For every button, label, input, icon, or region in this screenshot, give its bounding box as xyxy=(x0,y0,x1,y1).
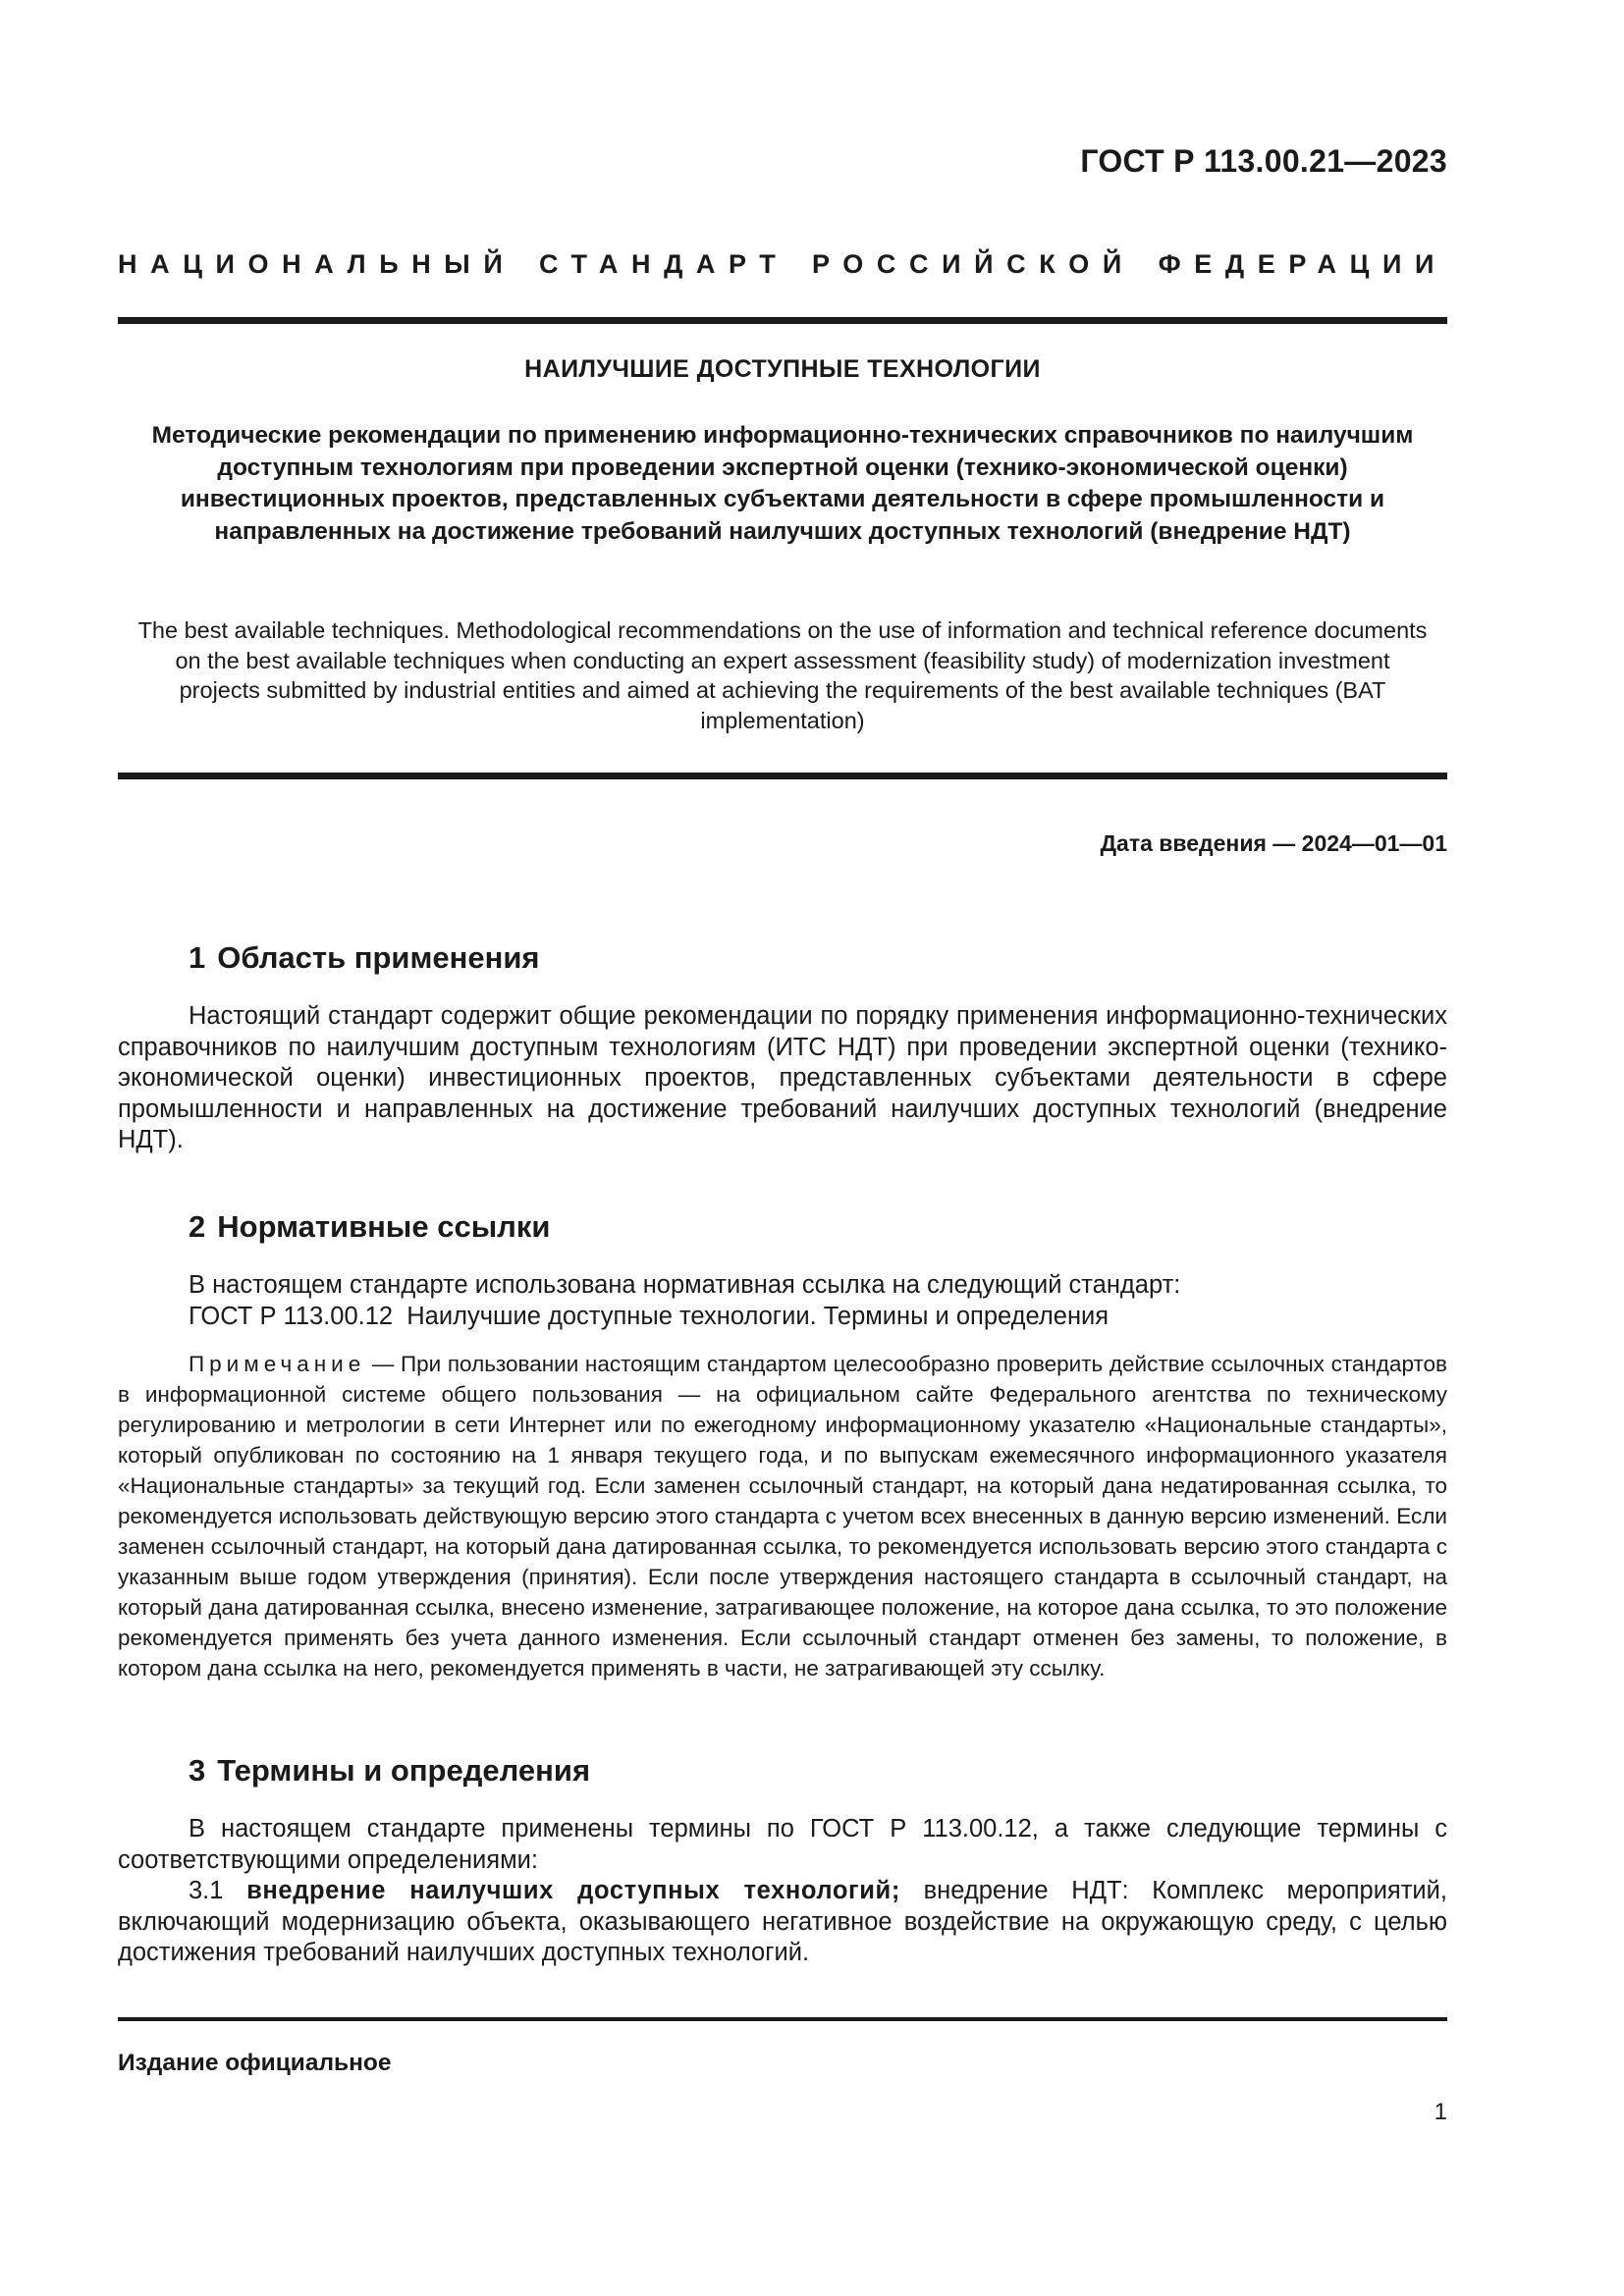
title-divider xyxy=(118,773,1447,779)
section-1-title: Область применения xyxy=(217,940,540,975)
top-divider xyxy=(118,317,1447,324)
standard-designation: ГОСТ Р 113.00.21—2023 xyxy=(1080,143,1447,179)
section-2-note xyxy=(118,1349,1447,1683)
term-number: 3.1 xyxy=(189,1877,247,1904)
official-edition-label: Издание официальное xyxy=(118,2050,392,2076)
section-1-heading xyxy=(189,940,540,976)
normative-reference: ГОСТ Р 113.00.12 Наилучшие доступные технологии. Термины и определения xyxy=(189,1303,1110,1330)
english-title: The best available techniques. Methodological recommendations on the use of information and technical reference documents on the best available techniques when conducting an expert assessment (feasibility study) of modernization investment projects submitted by industrial entities and aimed at achieving the requirements of the best available techniques (BAT implementation) xyxy=(137,617,1428,733)
section-2-title: Нормативные ссылки xyxy=(217,1209,551,1244)
document-title: НАИЛУЧШИЕ ДОСТУПНЫЕ ТЕХНОЛОГИИ xyxy=(524,355,1041,383)
document-subtitle: Методические рекомендации по применению информационно-технических справочников по наилучшим доступным технологиям при проведении экспертной оценки (технико-экономической оценки) инвестиционных проектов, представленных субъектами деятельности в сфере промышленности и направленных на достижение требований наилучших доступных технологий (внедрение НДТ) xyxy=(151,422,1414,545)
note-text: — При пользовании настоящим стандартом целесообразно проверить действие ссылочных стандартов в информационной системе общего пользования — на официальном сайте Федерального агентства по техническому регулированию и метрологии в сети Интернет или по ежегодному информационному указателю «Национальные стандарты», который опубликован по состоянию на 1 января текущего года, и по выпускам ежемесячного информационного указателя «Национальные стандарты» за текущий год. Если заменен ссылочный стандарт, на который дана недатированная ссылка, то рекомендуется использовать действующую версию этого стандарта с учетом всех внесенных в данную версию изменений. Если заменен ссылочный стандарт, на который дана датированная ссылка, то рекомендуется использовать версию этого стандарта с указанным выше годом утверждения (принятия). Если после утверждения настоящего стандарта в ссылочный стандарт, на который дана датированная ссылка, внесено изменение, затрагивающее положение, на которое дана ссылка, то это положение рекомендуется применять без учета данного изменения. Если ссылочный стандарт отменен без замены, то положение, в котором дана ссылка на него, рекомендуется применять в части, не затрагивающей эту ссылку. xyxy=(118,1352,1447,1681)
section-3-heading xyxy=(189,1753,590,1789)
document-page xyxy=(118,0,1447,2296)
section-3-paragraph: В настоящем стандарте применены термины по ГОСТ Р 113.00.12, а также следующие термины с соответствующими определениями: xyxy=(118,1815,1447,1874)
section-1-number: 1 xyxy=(189,940,206,975)
section-2-number: 2 xyxy=(189,1209,206,1244)
section-3-title: Термины и определения xyxy=(217,1753,591,1788)
page-number: 1 xyxy=(1434,2099,1447,2125)
term-definition: внедрение НДТ: Комплекс мероприятий, включающий модернизацию объекта, оказывающего негативное воздействие на окружающую среду, с целью достижения требований наилучших доступных технологий. xyxy=(118,1877,1447,1966)
term-3-1 xyxy=(118,1876,1447,1969)
section-1-paragraph: Настоящий стандарт содержит общие рекомендации по порядку применения информационно-технических справочников по наилучшим доступным технологиям (ИТС НДТ) при проведении экспертной оценки (технико-экономической оценки) инвестиционных проектов, представленных субъектами деятельности в сфере промышленности и направленных на достижение требований наилучших доступных технологий (внедрение НДТ). xyxy=(118,1002,1447,1153)
footer-divider xyxy=(118,2017,1447,2021)
section-2-heading xyxy=(189,1209,550,1245)
introduction-date: Дата введения — 2024—01—01 xyxy=(1100,830,1447,856)
note-label: Примечание xyxy=(189,1352,366,1376)
section-3-number: 3 xyxy=(189,1753,206,1788)
term-name: внедрение наилучших доступных технологий; xyxy=(246,1877,900,1904)
section-2-paragraph: В настоящем стандарте использована нормативная ссылка на следующий стандарт: xyxy=(189,1271,1181,1299)
national-standard-banner: НАЦИОНАЛЬНЫЙ СТАНДАРТ РОССИЙСКОЙ ФЕДЕРАЦИИ xyxy=(118,249,1447,279)
